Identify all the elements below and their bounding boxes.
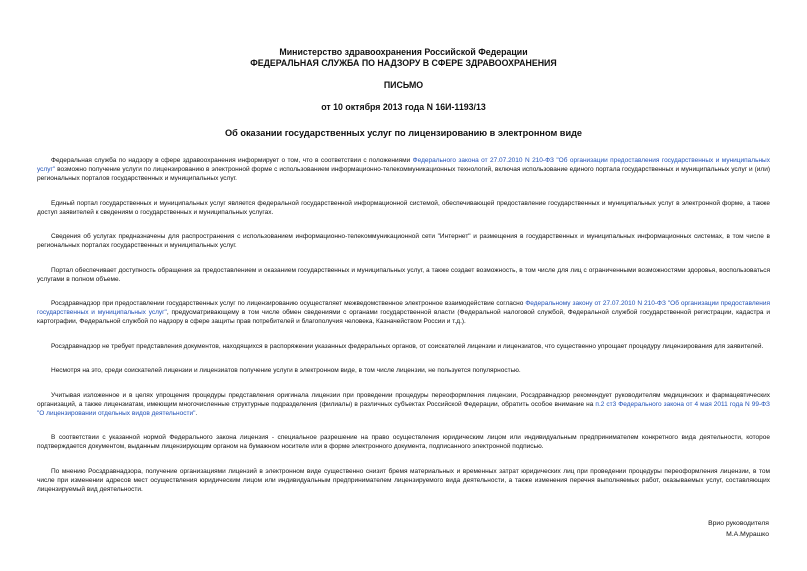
law-210-link-2[interactable]: Федеральному закону от 27.07.2010 N 210-ФЗ "Об организации предоставления государственных и муниципальных услуг" — [37, 300, 770, 316]
law-99-link[interactable]: п.2 ст3 Федерального закона от 4 мая 2011 года N 99-ФЗ "О лицензировании отдельных видов деятельности" — [37, 400, 770, 417]
service-name: ФЕДЕРАЛЬНАЯ СЛУЖБА ПО НАДЗОРУ В СФЕРЕ ЗДРАВООХРАНЕНИЯ — [250, 58, 557, 68]
paragraph-2: Единый портал государственных и муниципальных услуг является федеральной государственной информационной системой, обеспечивающей предоставление государственных и муниципальных услуг в электронной форме, а также доступ заявителей к сведениям о государственных и муниципальных услугах. — [37, 199, 770, 216]
paragraph-9: В соответствии с указанной нормой Федерального закона лицензия - специальное разрешение на право осуществления юридическим лицом или индивидуальным предпринимателем конкретного вида деятельности, которое подтверждается документом, выданным лицензирующим органом на бумажном носителе или в форме электронного документа, подписанного электронной подписью. — [37, 434, 770, 450]
signer-position: Врио руководителя — [708, 520, 769, 527]
paragraph-8: Учитывая изложенное и в целях упрощения процедуры представления оригинала лицензии при проведении процедуры переоформления лицензии, Росздравнадзор рекомендует руководителям медицинских и фармацевтических организаций, а также лицензиатам, имеющим многочисленные структурные подразделения (филиалы) в различных субъектах Российской Федерации, обратить особое внимание на п.2 ст3 Федерального закона от 4 мая 2011 года N 99-ФЗ "О лицензировании отдельных видов деятельности". — [37, 391, 770, 417]
paragraph-7: Несмотря на это, среди соискателей лицензии и лицензиатов получение услуги в электронном виде, в том числе лицензии, не пользуется популярностью. — [51, 367, 521, 374]
signature-block — [708, 518, 769, 540]
paragraph-3: Сведения об услугах предназначены для распространения с использованием информационно-телекоммуникационной сети "Интернет" и размещения в государственных и муниципальных информационных системах, в том числе в региональных порталах государственных и муниципальных услуг. — [37, 233, 770, 249]
law-210-link[interactable]: Федерального закона от 27.07.2010 N 210-ФЗ "Об организации предоставления государственных и муниципальных услуг" — [37, 157, 770, 173]
document-date: от 10 октября 2013 года N 16И-1193/13 — [321, 102, 486, 112]
paragraph-4: Портал обеспечивает доступность обращения за предоставлением и оказанием государственных и муниципальных услуг, а также создает возможность, в том числе для лиц с ограниченными возможностями здоровья, воспользоваться услугами в полном объеме. — [37, 266, 770, 283]
paragraph-6: Росздравнадзор не требует представления документов, находящихся в распоряжении указанных федеральных органов, от соискателей лицензии и лицензиатов, что существенно упрощает процедуру лицензирования для заявителей. — [51, 342, 764, 350]
ministry-name: Министерство здравоохранения Российской Федерации — [279, 47, 528, 57]
signer-name: М.А.Мурашко — [726, 531, 769, 538]
paragraph-5: Росздравнадзор при предоставлении государственных услуг по лицензированию осуществляет межведомственное электронное взаимодействие согласно Федеральному закону от 27.07.2010 N 210-ФЗ "Об организации предоставления государственных и муниципальных услуг", предусматривающему в том числе обмен сведениями с органами государственной власти (Федеральной налоговой службой, Федеральной службой государственной регистрации, кадастра и картографии, Федеральной службой по надзору в сфере защиты прав потребителей и благополучия человека, Казначейством России и т.д.). — [37, 300, 770, 325]
paragraph-1: Федеральная служба по надзору в сфере здравоохранения информирует о том, что в соответствии с положениями Федерального закона от 27.07.2010 N 210-ФЗ "Об организации предоставления государственных и муниципальных услуг" возможно получение услуги по лицензированию в электронной форме с использованием информационно-телекоммуникационных технологий, включая использование единого портала государственных и муниципальных услуг и (или) региональных порталов государственных и муниципальных услуг. — [37, 157, 770, 182]
paragraph-10: По мнению Росздравнадзора, получение организациями лицензий в электронном виде существенно снизит бремя материальных и временных затрат юридических лиц при проведении процедуры переоформления лицензии, в том числе при изменении адресов мест осуществления юридическим лицом или индивидуальным предпринимателем лицензируемого вида деятельности, а также изменения перечня выполняемых работ, оказываемых услуг, составляющих лицензируемый вид деятельности. — [37, 467, 770, 493]
document-type: ПИСЬМО — [383, 80, 424, 90]
document-header — [0, 47, 807, 113]
document-title: Об оказании государственных услуг по лицензированию в электронном виде — [224, 128, 583, 138]
document-body — [37, 156, 770, 509]
